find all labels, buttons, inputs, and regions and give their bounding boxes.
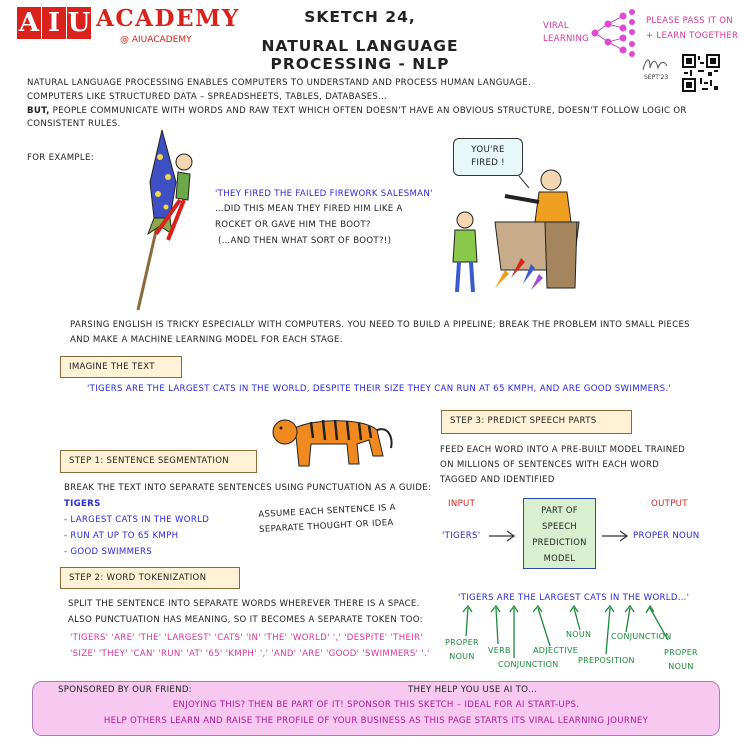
page-title-line1: SKETCH 24, xyxy=(304,8,416,26)
tag-conjunction-1: CONJUNCTION xyxy=(498,660,559,669)
step2-desc1: SPLIT THE SENTENCE INTO SEPARATE WORDS WHEREVER THERE IS A SPACE. xyxy=(68,599,420,609)
example-q2: ROCKET OR GAVE HIM THE BOOT? xyxy=(215,220,371,230)
step1-heading: TIGERS xyxy=(64,499,101,509)
intro-line1: NATURAL LANGUAGE PROCESSING ENABLES COMPUTERS TO UNDERSTAND AND PROCESS HUMAN LANGUAGE. xyxy=(27,78,532,88)
page-title-line2: NATURAL LANGUAGE PROCESSING - NLP xyxy=(261,37,459,73)
intro-line2: COMPUTERS LIKE STRUCTURED DATA – SPREADSHEETS, TABLES, DATABASES… xyxy=(27,92,388,102)
signature-date: SEPT'23 xyxy=(644,74,669,81)
example-q1: …DID THIS MEAN THEY FIRED HIM LIKE A xyxy=(215,204,403,214)
step1-label: STEP 1: SENTENCE SEGMENTATION xyxy=(60,450,257,473)
logo-letter-u: U xyxy=(67,8,91,38)
list-item: - LARGEST CATS IN THE WORLD xyxy=(64,515,210,525)
step2-tokens1: 'TIGERS' 'ARE' 'THE' 'LARGEST' 'CATS' 'IN' 'THE' 'WORLD' ',' 'DESPITE' 'THEIR' xyxy=(70,633,423,643)
tag-verb: VERB xyxy=(488,646,511,655)
step2-label: STEP 2: WORD TOKENIZATION xyxy=(60,567,240,589)
logo-letter-i: I xyxy=(42,7,66,39)
pass-it-on-text: PLEASE PASS IT ON + LEARN TOGETHER xyxy=(646,16,739,41)
footer-help: THEY HELP YOU USE AI TO… xyxy=(408,685,538,695)
imagine-text: 'TIGERS ARE THE LARGEST CATS IN THE WORLD, DESPITE THEIR SIZE THEY CAN RUN AT 65 KMPH, AND ARE GOOD SWIMMERS.' xyxy=(87,384,672,394)
logo xyxy=(17,7,91,43)
rocket-man-illustration xyxy=(128,122,208,312)
step1-note: ASSUME EACH SENTENCE IS A SEPARATE THOUGHT OR IDEA xyxy=(258,502,397,535)
list-item: - RUN AT UP TO 65 KMPH xyxy=(64,531,179,541)
qr-code-icon xyxy=(682,54,720,92)
office-firing-illustration xyxy=(435,158,585,308)
example-q3: (…AND THEN WHAT SORT OF BOOT?!) xyxy=(218,236,392,246)
for-example-label: FOR EXAMPLE: xyxy=(27,153,94,163)
parsing-line1: PARSING ENGLISH IS TRICKY ESPECIALLY WITH COMPUTERS. YOU NEED TO BUILD A PIPELINE; BREAK THE PROBLEM INTO SMALL PIECES xyxy=(70,320,690,330)
tagged-sentence: 'TIGERS ARE THE LARGEST CATS IN THE WORLD…' xyxy=(458,593,690,603)
tag-conjunction-2: CONJUNCTION xyxy=(611,632,672,641)
tiger-illustration xyxy=(265,408,395,474)
tag-noun: NOUN xyxy=(566,630,592,639)
step2-desc2: ALSO PUNCTUATION HAS MEANING, SO IT BECOMES A SEPARATE TOKEN TOO: xyxy=(68,615,423,625)
speech-bubble: YOU'RE FIRED ! xyxy=(453,138,523,176)
output-label: OUTPUT xyxy=(651,499,688,509)
step1-list xyxy=(64,514,209,562)
step2-tokens2: 'SIZE' 'THEY' 'CAN' 'RUN' 'AT' '65' 'KMPH' ',' 'AND' 'ARE' 'GOOD' 'SWIMMERS' '.' xyxy=(70,649,430,659)
tag-preposition: PREPOSITION xyxy=(578,656,635,665)
footer-line1: ENJOYING THIS? THEN BE PART OF IT! SPONSOR THIS SKETCH – IDEAL FOR AI START-UPS. xyxy=(172,700,580,710)
logo-letter-a: A xyxy=(18,8,40,38)
intro-but: BUT, xyxy=(27,106,50,116)
pos-model-box: PART OF SPEECH PREDICTION MODEL xyxy=(523,498,596,569)
step1-desc: BREAK THE TEXT INTO SEPARATE SENTENCES USING PUNCTUATION AS A GUIDE: xyxy=(64,483,432,493)
intro-line3-text: PEOPLE COMMUNICATE WITH WORDS AND RAW TEXT WHICH OFTEN DOESN'T HAVE AN OBVIOUS STRUCTURE, DOESN'T FOLLOW LOGIC OR CONSISTENT RULES. xyxy=(27,106,687,129)
signature-icon xyxy=(640,54,670,76)
parsing-line2: AND MAKE A MACHINE LEARNING MODEL FOR EACH STAGE. xyxy=(70,335,343,345)
brand-handle: @ AIUACADEMY xyxy=(120,35,192,45)
example-quote: 'THEY FIRED THE FAILED FIREWORK SALESMAN' xyxy=(215,189,433,199)
list-item: - GOOD SWIMMERS xyxy=(64,547,153,557)
viral-learning-label: VIRAL LEARNING xyxy=(543,21,590,44)
footer-line2: HELP OTHERS LEARN AND RAISE THE PROFILE OF YOUR BUSINESS AS THIS PAGE STARTS ITS VIRAL LEARNING JOURNEY xyxy=(103,716,649,726)
step3-label: STEP 3: PREDICT SPEECH PARTS xyxy=(441,410,632,434)
brand-name: ACADEMY xyxy=(96,5,240,32)
arrow-right-icon xyxy=(600,530,630,542)
output-value: PROPER NOUN xyxy=(633,531,700,541)
tag-proper-noun-1: PROPER NOUN xyxy=(445,638,479,661)
footer-sponsored: SPONSORED BY OUR FRIEND: xyxy=(58,685,192,695)
viral-tree-icon xyxy=(590,8,640,60)
step3-desc: FEED EACH WORD INTO A PRE-BUILT MODEL TRAINED ON MILLIONS OF SENTENCES WITH EACH WORD TAGGED AND IDENTIFIED xyxy=(440,445,686,485)
tag-adjective: ADJECTIVE xyxy=(533,646,579,655)
input-label: INPUT xyxy=(448,499,476,509)
input-value: 'TIGERS' xyxy=(442,531,481,541)
imagine-label: IMAGINE THE TEXT xyxy=(60,356,182,378)
arrow-right-icon xyxy=(487,530,517,542)
tag-proper-noun-2: PROPER NOUN xyxy=(664,648,698,671)
